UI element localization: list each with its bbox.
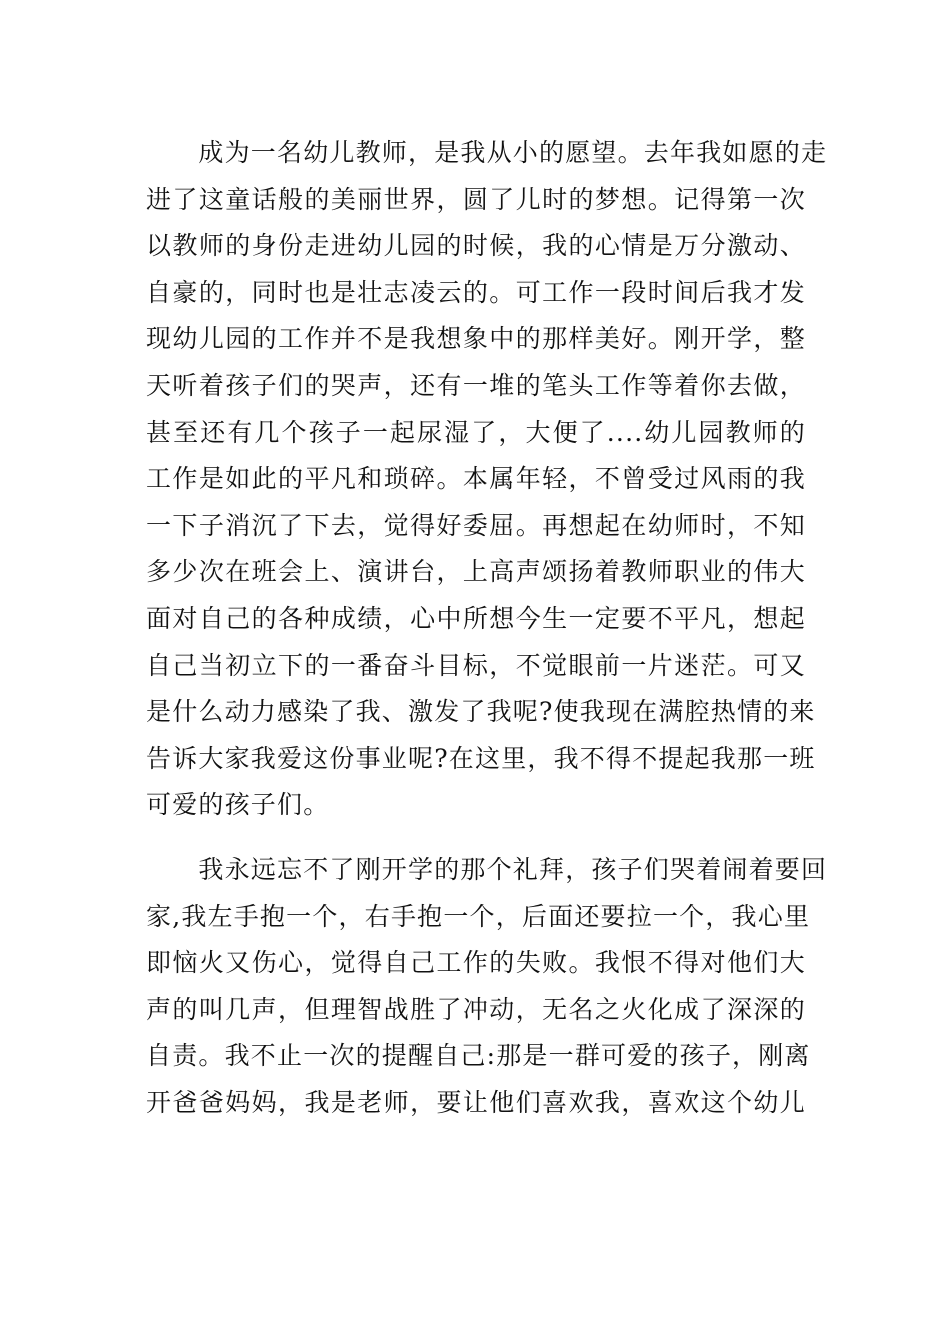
text-line: 自豪的，同时也是壮志凌云的。可工作一段时间后我才发 <box>146 277 806 307</box>
text-line: 天听着孩子们的哭声，还有一堆的笔头工作等着你去做， <box>146 370 806 400</box>
text-line: 告诉大家我爱这份事业呢?在这里，我不得不提起我那一班 <box>146 743 816 773</box>
text-line: 以教师的身份走进幼儿园的时候，我的心情是万分激动、 <box>146 231 806 261</box>
text-line: 甚至还有几个孩子一起尿湿了，大便了....幼儿园教师的 <box>146 417 806 447</box>
text-line: 多少次在班会上、演讲台，上高声颂扬着教师职业的伟大 <box>146 557 806 587</box>
text-line: 是什么动力感染了我、激发了我呢?使我现在满腔热情的来 <box>146 697 816 727</box>
text-line: 我永远忘不了刚开学的那个礼拜，孩子们哭着闹着要回 <box>146 854 828 884</box>
text-line: 工作是如此的平凡和琐碎。本属年轻，不曾受过风雨的我 <box>146 464 806 494</box>
paragraph-spacer <box>146 829 806 847</box>
document-body <box>146 130 828 1126</box>
text-line: 即恼火又伤心，觉得自己工作的失败。我恨不得对他们大 <box>146 948 806 978</box>
text-line: 自责。我不止一次的提醒自己:那是一群可爱的孩子，刚离 <box>146 1041 811 1071</box>
text-line: 可爱的孩子们。 <box>146 790 330 820</box>
text-line: 家,我左手抱一个，右手抱一个，后面还要拉一个，我心里 <box>146 901 811 931</box>
text-line: 开爸爸妈妈，我是老师，要让他们喜欢我，喜欢这个幼儿 <box>146 1087 806 1117</box>
text-line: 成为一名幼儿教师，是我从小的愿望。去年我如愿的走 <box>146 138 828 167</box>
text-line: 自己当初立下的一番奋斗目标，不觉眼前一片迷茫。可又 <box>146 650 806 680</box>
text-line: 面对自己的各种成绩，心中所想今生一定要不平凡，想起 <box>146 603 806 633</box>
paragraph-2 <box>146 847 828 1127</box>
text-line: 进了这童话般的美丽世界，圆了儿时的梦想。记得第一次 <box>146 184 806 214</box>
text-line: 现幼儿园的工作并不是我想象中的那样美好。刚开学，整 <box>146 324 806 354</box>
text-line: 一下子消沉了下去，觉得好委屈。再想起在幼师时，不知 <box>146 510 806 540</box>
paragraph-1 <box>146 130 828 829</box>
text-line: 声的叫几声，但理智战胜了冲动，无名之火化成了深深的 <box>146 994 806 1024</box>
